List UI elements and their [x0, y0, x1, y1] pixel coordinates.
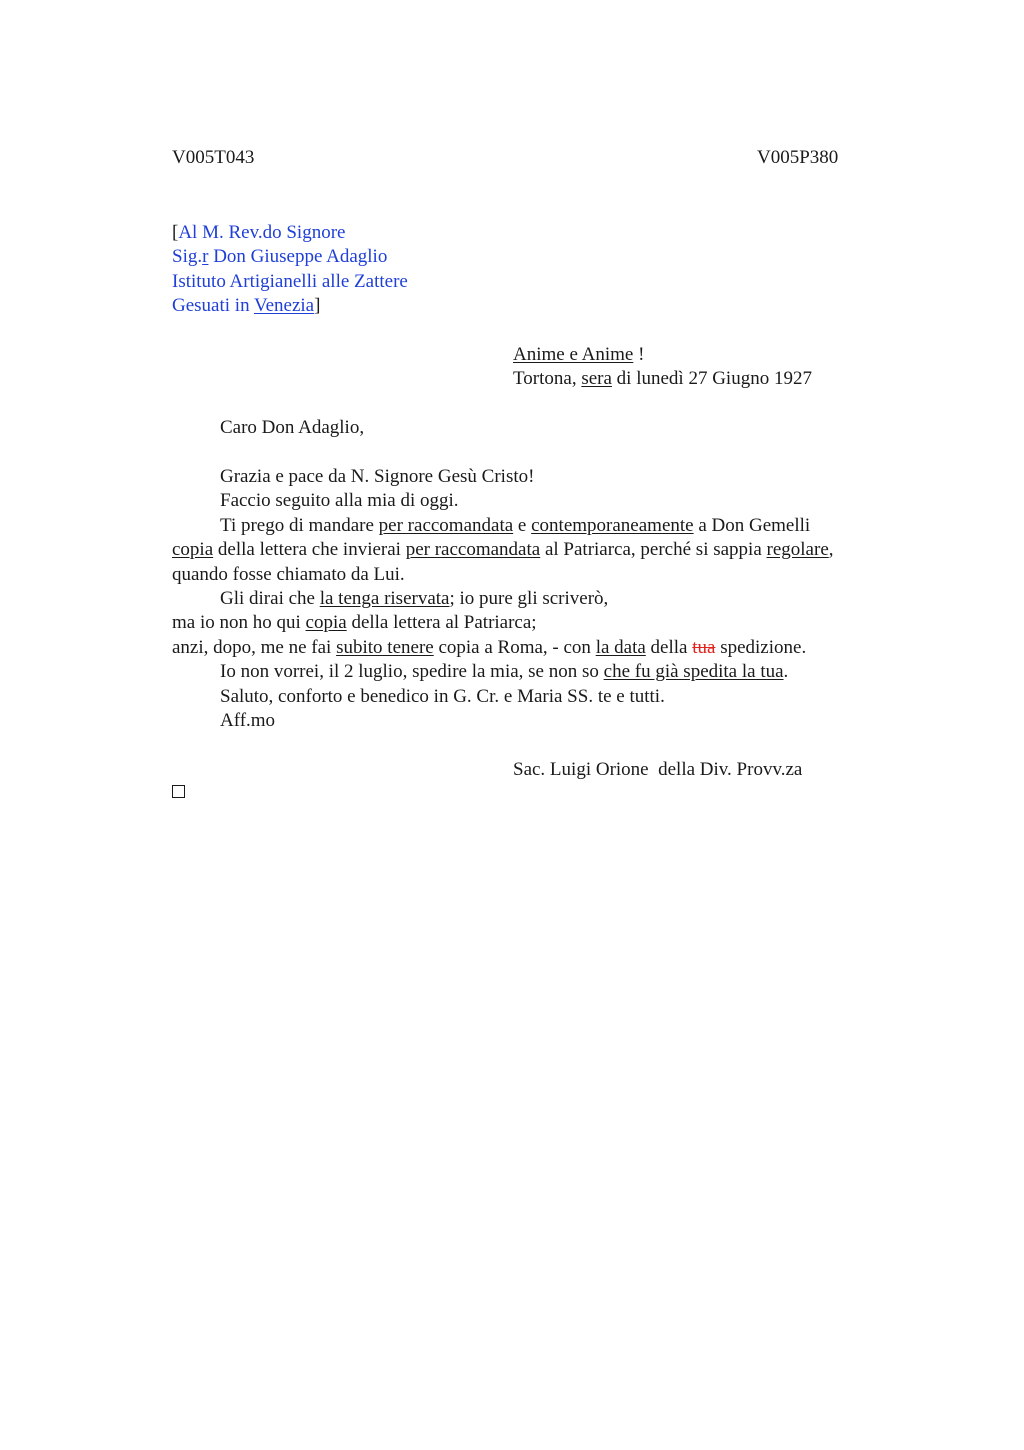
body-line-4: copia della lettera che invierai per raccomandata al Patriarca, perché si sappia regolare, — [172, 539, 834, 560]
body-line-5: quando fosse chiamato da Lui. — [172, 564, 405, 585]
struck-word: tua — [692, 637, 716, 658]
document-code-left: V005T043 — [172, 147, 255, 168]
body-line-2: Faccio seguito alla mia di oggi. — [220, 490, 459, 511]
body-line-6: Gli dirai che la tenga riservata; io pure gli scriverò, — [220, 588, 609, 609]
address-line-4: Gesuati in Venezia] — [172, 295, 321, 316]
body-line-9: Io non vorrei, il 2 luglio, spedire la mia, se non so che fu già spedita la tua. — [220, 661, 789, 682]
motto-line: Anime e Anime ! — [513, 344, 645, 365]
checkbox-icon — [172, 785, 185, 798]
body-line-7: ma io non ho qui copia della lettera al Patriarca; — [172, 612, 537, 633]
closing: Aff.mo — [220, 710, 276, 731]
body-line-10: Saluto, conforto e benedico in G. Cr. e Maria SS. te e tutti. — [220, 686, 665, 707]
place-date-line: Tortona, sera di lunedì 27 Giugno 1927 — [513, 368, 812, 389]
body-line-8: anzi, dopo, me ne fai subito tenere copia a Roma, - con la data della tua spedizione. — [172, 637, 807, 658]
address-line-3: Istituto Artigianelli alle Zattere — [172, 271, 408, 292]
address-line-2: Sig.r Don Giuseppe Adaglio — [172, 246, 388, 267]
address-line-1: [Al M. Rev.do Signore — [172, 222, 346, 243]
signature: Sac. Luigi Orione della Div. Provv.za — [513, 759, 803, 780]
salutation: Caro Don Adaglio, — [220, 417, 365, 438]
body-line-3: Ti prego di mandare per raccomandata e contemporaneamente a Don Gemelli — [220, 515, 811, 536]
document-code-right: V005P380 — [757, 147, 839, 168]
body-line-1: Grazia e pace da N. Signore Gesù Cristo! — [220, 466, 535, 487]
